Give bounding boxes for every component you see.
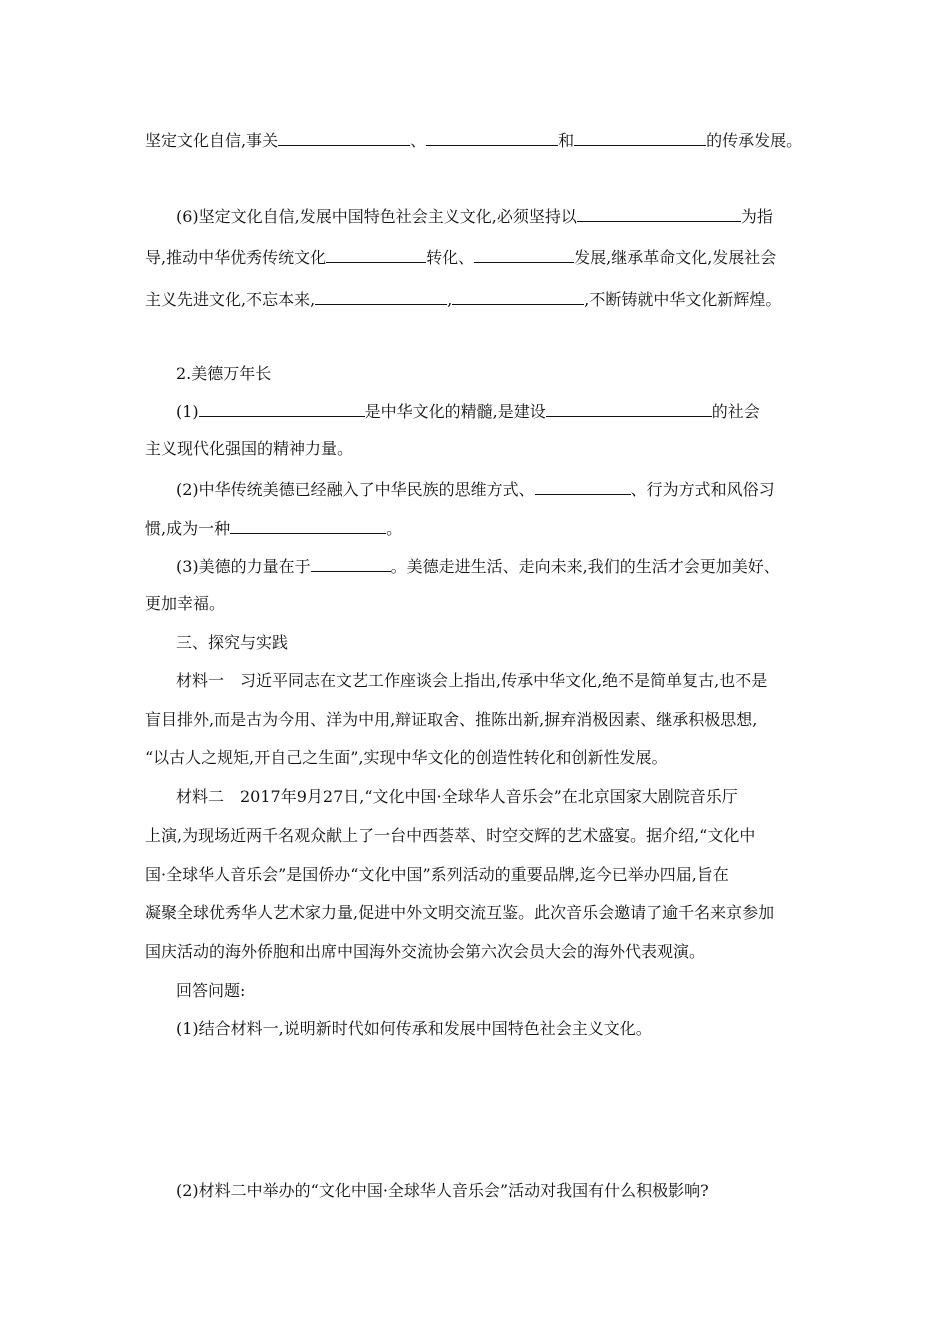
section-3-heading: 三、探究与实践	[176, 633, 289, 652]
fill-blank[interactable]	[315, 287, 447, 305]
fill-blank[interactable]	[535, 477, 631, 495]
question-2-1-line-2: 主义现代化强国的精神力量。	[145, 439, 354, 458]
fill-blank[interactable]	[577, 204, 741, 222]
material-1-line: “以古人之规矩,开自己之生面”,实现中华文化的创造性转化和创新性发展。	[145, 748, 668, 767]
question-2-2-line-2: 惯,成为一种 。	[145, 516, 402, 538]
question-6-line-2: 导,推动中华优秀传统文化 转化、 发展,继承革命文化,发展社会	[145, 245, 776, 267]
fill-blank[interactable]	[311, 554, 391, 572]
section-2-heading: 2.美德万年长	[176, 364, 272, 383]
fill-blank[interactable]	[230, 516, 386, 534]
question-2-3-line-2: 更加幸福。	[145, 594, 226, 613]
fill-blank[interactable]	[474, 245, 574, 263]
fill-blank[interactable]	[326, 245, 426, 263]
question-2-2-line-1: (2)中华传统美德已经融入了中华民族的思维方式、 、行为方式和风俗习	[176, 477, 775, 499]
line-cultural-confidence: 坚定文化自信,事关 、 和 的传承发展。	[145, 128, 802, 150]
fill-blank[interactable]	[574, 128, 706, 146]
material-2-line: 凝聚全球优秀华人艺术家力量,促进中外文明交流互鉴。此次音乐会邀请了逾千名来京参加	[145, 903, 775, 922]
material-1-line: 材料一 习近平同志在文艺工作座谈会上指出,传承中华文化,绝不是简单复古,也不是	[176, 671, 768, 690]
question-3-1: (1)结合材料一,说明新时代如何传承和发展中国特色社会主义文化。	[176, 1019, 652, 1038]
answer-prompt: 回答问题:	[176, 981, 246, 1000]
question-2-1-line-1: (1) 是中华文化的精髓,是建设 的社会	[176, 399, 760, 421]
question-6-line-1: (6)坚定文化自信,发展中国特色社会主义文化,必须坚持以 为指	[176, 204, 773, 226]
question-2-3-line-1: (3)美德的力量在于 。美德走进生活、走向未来,我们的生活才会更加美好、	[176, 554, 780, 576]
material-2-line: 上演,为现场近两千名观众献上了一台中西荟萃、时空交辉的艺术盛宴。据介绍,“文化中	[145, 826, 756, 845]
fill-blank[interactable]	[426, 128, 558, 146]
fill-blank[interactable]	[546, 399, 712, 417]
fill-blank[interactable]	[199, 399, 365, 417]
question-3-2: (2)材料二中举办的“文化中国·全球华人音乐会”活动对我国有什么积极影响?	[176, 1181, 709, 1200]
material-1-line: 盲目排外,而是古为今用、洋为中用,辩证取舍、推陈出新,摒弃消极因素、继承积极思想,	[145, 710, 758, 729]
material-2-line: 国·全球华人音乐会”是国侨办“文化中国”系列活动的重要品牌,迄今已举办四届,旨在	[145, 865, 729, 884]
fill-blank[interactable]	[452, 287, 584, 305]
fill-blank[interactable]	[278, 128, 410, 146]
question-6-line-3: 主义先进文化,不忘本来, , ,不断铸就中华文化新辉煌。	[145, 287, 781, 309]
material-2-line: 材料二 2017年9月27日,“文化中国·全球华人音乐会”在北京国家大剧院音乐厅	[176, 787, 738, 806]
material-2-line: 国庆活动的海外侨胞和出席中国海外交流协会第六次会员大会的海外代表观演。	[145, 942, 706, 961]
